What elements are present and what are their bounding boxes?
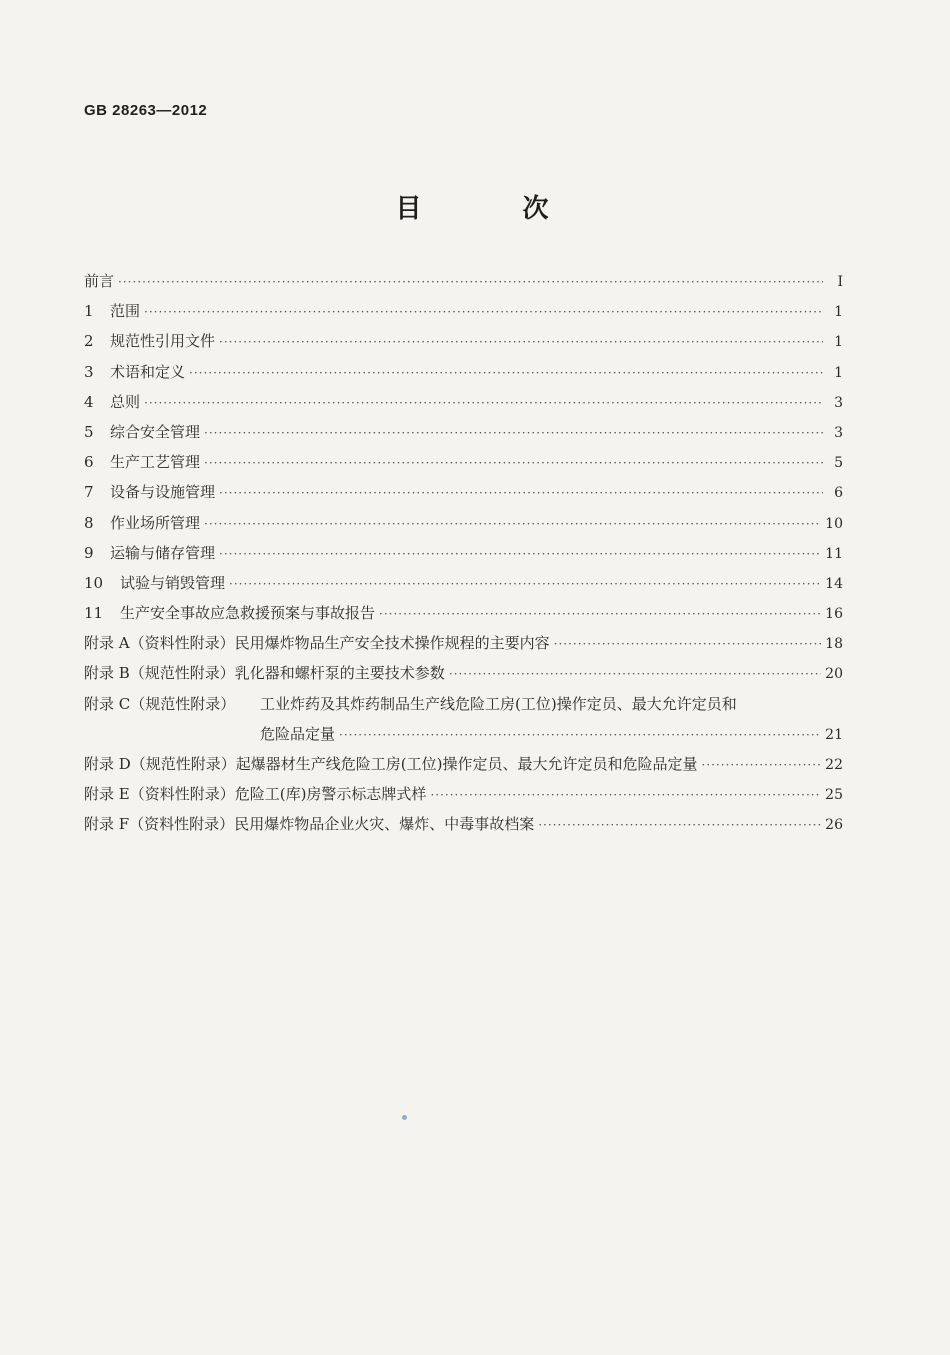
toc-entry-title: 设备与设施管理 — [110, 483, 216, 502]
toc-entry-number: 11 — [84, 604, 104, 623]
page-title: 目 次 — [395, 194, 595, 224]
toc-entry-5[interactable] — [84, 417, 843, 447]
leader-dots — [204, 448, 823, 478]
appendix-page: 21 — [825, 726, 843, 743]
toc-entry-6[interactable] — [84, 447, 843, 477]
toc-appendix-c-continued[interactable] — [84, 719, 843, 749]
scan-speck — [402, 1115, 407, 1120]
toc-entry-title: 总则 — [110, 392, 141, 411]
appendix-label: 附录 F（资料性附录） — [84, 815, 235, 834]
toc-entry-number: 6 — [84, 453, 94, 472]
leader-dots — [189, 358, 823, 388]
leader-dots — [449, 659, 821, 689]
leader-dots — [554, 629, 822, 659]
toc-entry-number: 8 — [84, 513, 94, 532]
appendix-page: 25 — [825, 787, 843, 804]
appendix-label: 附录 E（资料性附录） — [84, 785, 235, 804]
toc-entry-title: 范围 — [110, 302, 141, 321]
leader-dots — [144, 297, 823, 327]
appendix-page: 26 — [825, 817, 843, 834]
document-code: GB 28263—2012 — [84, 102, 208, 119]
toc-entry-number: 5 — [84, 422, 94, 441]
toc-entry-title: 生产安全事故应急救援预案与事故报告 — [120, 604, 376, 623]
toc-entry-number: 9 — [84, 543, 94, 562]
appendix-title: 危险工(库)房警示标志牌式样 — [234, 785, 427, 804]
toc-entry-4[interactable] — [84, 387, 843, 417]
appendix-title: 工业炸药及其炸药制品生产线危险工房(工位)操作定员、最大允许定员和 — [260, 694, 737, 713]
toc-entry-10[interactable] — [84, 568, 843, 598]
leader-dots — [538, 810, 821, 840]
toc-entry-title: 规范性引用文件 — [110, 332, 216, 351]
leader-dots — [702, 750, 822, 780]
toc-entry-title: 前言 — [84, 272, 115, 290]
table-of-contents — [84, 266, 843, 840]
toc-appendix-d[interactable] — [84, 749, 843, 779]
toc-entry-11[interactable] — [84, 598, 843, 628]
toc-entry-title: 综合安全管理 — [110, 422, 201, 441]
toc-entry-8[interactable] — [84, 508, 843, 538]
appendix-title: 民用爆炸物品生产安全技术操作规程的主要内容 — [234, 634, 550, 653]
toc-entry-page: 10 — [825, 515, 843, 532]
leader-dots — [118, 267, 823, 297]
toc-entry-number: 3 — [84, 362, 94, 381]
toc-entry-page: 1 — [834, 304, 843, 321]
toc-entry-page: 1 — [834, 334, 843, 351]
toc-entry-number: 10 — [84, 573, 104, 592]
toc-entry-page: 5 — [834, 455, 843, 472]
leader-dots — [219, 478, 823, 508]
toc-appendix-f[interactable] — [84, 809, 843, 839]
toc-entry-number: 1 — [84, 302, 94, 321]
toc-entry-page: 16 — [825, 606, 843, 623]
leader-dots — [204, 509, 821, 539]
toc-appendix-b[interactable] — [84, 658, 843, 688]
leader-dots — [219, 327, 823, 357]
toc-entry-9[interactable] — [84, 538, 843, 568]
toc-entry-page: 3 — [834, 424, 843, 441]
toc-entry-number: 7 — [84, 483, 94, 502]
leader-dots — [339, 720, 821, 750]
toc-entry-number: 2 — [84, 332, 94, 351]
leader-dots — [229, 569, 821, 599]
toc-appendix-e[interactable] — [84, 779, 843, 809]
leader-dots — [219, 539, 821, 569]
toc-entry-7[interactable] — [84, 477, 843, 507]
appendix-label: 附录 C（规范性附录） — [84, 694, 236, 713]
toc-entry-title: 试验与销毁管理 — [120, 573, 226, 592]
leader-dots — [144, 388, 823, 418]
toc-entry-page: 11 — [825, 545, 843, 562]
toc-entry-title: 生产工艺管理 — [110, 453, 201, 472]
toc-entry-title: 作业场所管理 — [110, 513, 201, 532]
toc-entry-page: 3 — [834, 394, 843, 411]
appendix-title: 民用爆炸物品企业火灾、爆炸、中毒事故档案 — [234, 815, 535, 834]
leader-dots — [204, 418, 823, 448]
appendix-title: 乳化器和螺杆泵的主要技术参数 — [234, 664, 445, 683]
toc-appendix-c[interactable] — [84, 689, 843, 719]
toc-entry-title: 术语和定义 — [110, 362, 186, 381]
appendix-title: 起爆器材生产线危险工房(工位)操作定员、最大允许定员和危险品定量 — [235, 755, 698, 773]
toc-entry-page: 6 — [834, 485, 843, 502]
toc-entry-page: 1 — [834, 364, 843, 381]
toc-appendix-a[interactable] — [84, 628, 843, 658]
appendix-label: 附录 B（规范性附录） — [84, 664, 235, 683]
appendix-label: 附录 A（资料性附录） — [84, 634, 235, 653]
toc-entry-title: 运输与储存管理 — [110, 543, 216, 562]
leader-dots — [379, 599, 821, 629]
toc-entry-2[interactable] — [84, 326, 843, 356]
toc-entry-page: 14 — [825, 575, 843, 592]
toc-entry-1[interactable] — [84, 296, 843, 326]
leader-dots — [430, 780, 821, 810]
toc-entry-number: 4 — [84, 392, 94, 411]
appendix-title-continued: 危险品定量 — [260, 724, 336, 743]
appendix-page: 18 — [825, 636, 843, 653]
toc-entry-foreword[interactable] — [84, 266, 843, 296]
toc-entry-3[interactable] — [84, 357, 843, 387]
appendix-page: 22 — [825, 757, 843, 773]
appendix-page: 20 — [825, 666, 843, 683]
appendix-label: 附录 D（规范性附录） — [84, 755, 236, 773]
toc-entry-page: Ⅰ — [837, 274, 843, 290]
